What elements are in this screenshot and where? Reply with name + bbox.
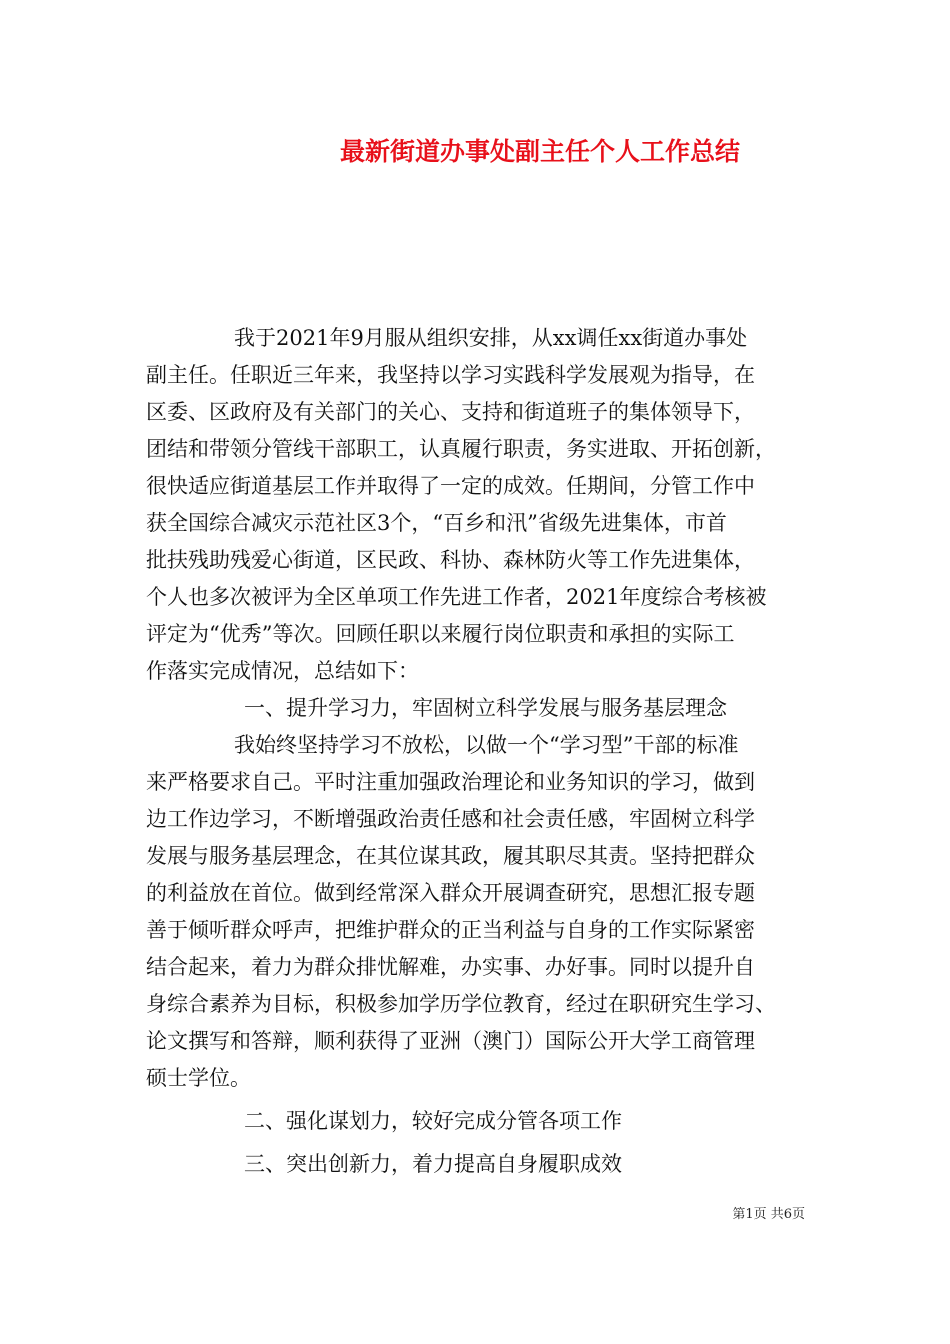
paragraph1-line: 团结和带领分管线干部职工，认真履行职责，务实进取、开拓创新， bbox=[146, 437, 776, 461]
paragraph1-line: 个人也多次被评为全区单项工作先进工作者，2021年度综合考核被 bbox=[146, 585, 767, 609]
section-heading-3: 三、突出创新力，着力提高自身履职成效 bbox=[244, 1152, 622, 1176]
paragraph2-line: 来严格要求自己。平时注重加强政治理论和业务知识的学习，做到 bbox=[146, 770, 755, 794]
document-title: 最新街道办事处副主任个人工作总结 bbox=[339, 137, 740, 166]
paragraph1-line: 获全国综合减灾示范社区3个，“百乡和汛”省级先进集体，市首 bbox=[146, 511, 727, 535]
page-number-footer: 第1页 共6页 bbox=[732, 1207, 805, 1222]
paragraph2-line: 身综合素养为目标，积极参加学历学位教育，经过在职研究生学习、 bbox=[146, 992, 776, 1016]
paragraph1-line: 副主任。任职近三年来，我坚持以学习实践科学发展观为指导，在 bbox=[146, 363, 755, 387]
paragraph1-line: 我于2021年9月服从组织安排，从xx调任xx街道办事处 bbox=[234, 326, 748, 350]
paragraph2-line: 边工作边学习，不断增强政治责任感和社会责任感，牢固树立科学 bbox=[146, 807, 755, 831]
paragraph1-line: 批扶残助残爱心街道，区民政、科协、森林防火等工作先进集体， bbox=[146, 548, 755, 572]
paragraph1-line: 很快适应街道基层工作并取得了一定的成效。任期间，分管工作中 bbox=[146, 474, 755, 498]
paragraph2-line: 发展与服务基层理念，在其位谋其政，履其职尽其责。坚持把群众 bbox=[146, 844, 755, 868]
paragraph1-line: 评定为“优秀”等次。回顾任职以来履行岗位职责和承担的实际工 bbox=[146, 622, 735, 646]
section-heading-2: 二、强化谋划力，较好完成分管各项工作 bbox=[244, 1109, 622, 1133]
paragraph1-line: 作落实完成情况，总结如下： bbox=[146, 659, 419, 683]
section-heading-1: 一、提升学习力，牢固树立科学发展与服务基层理念 bbox=[244, 696, 727, 720]
paragraph2-line: 我始终坚持学习不放松，以做一个“学习型”干部的标准 bbox=[234, 733, 739, 757]
paragraph1-line: 区委、区政府及有关部门的关心、支持和街道班子的集体领导下， bbox=[146, 400, 755, 424]
paragraph2-line: 论文撰写和答辩，顺利获得了亚洲（澳门）国际公开大学工商管理 bbox=[146, 1029, 755, 1053]
paragraph2-line: 硕士学位。 bbox=[146, 1066, 251, 1090]
paragraph2-line: 的利益放在首位。做到经常深入群众开展调查研究，思想汇报专题 bbox=[146, 881, 755, 905]
paragraph2-line: 善于倾听群众呼声，把维护群众的正当利益与自身的工作实际紧密 bbox=[146, 918, 755, 942]
document-body bbox=[146, 320, 818, 1183]
paragraph2-line: 结合起来，着力为群众排忧解难，办实事、办好事。同时以提升自 bbox=[146, 955, 755, 979]
